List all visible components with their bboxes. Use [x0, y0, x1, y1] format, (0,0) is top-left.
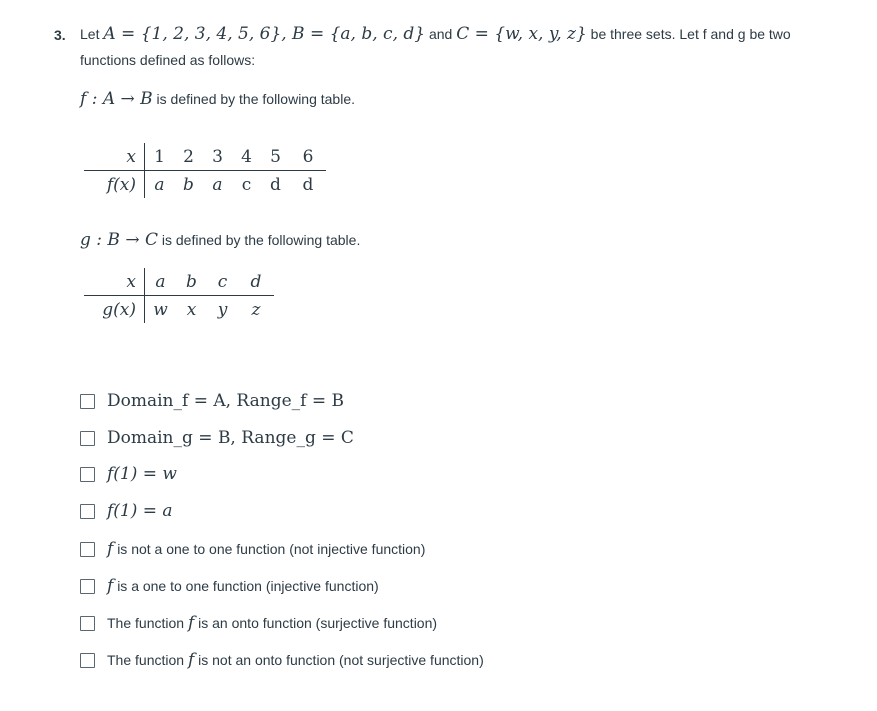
option-label: f(1) = a: [107, 501, 173, 521]
answer-option[interactable]: [80, 428, 354, 448]
option-prefix: The function: [107, 652, 185, 668]
option-label: [107, 613, 437, 633]
option-symbol: f: [107, 539, 114, 559]
g-table-input: c: [207, 268, 238, 296]
f-table-output: d: [302, 174, 314, 195]
option-text: is an onto function (surjective function): [198, 615, 438, 631]
f-table-input: 3: [203, 143, 232, 171]
f-table-output: c: [241, 174, 252, 195]
stem-rest: be three sets. Let f and g be two: [590, 26, 791, 42]
answer-option[interactable]: [80, 391, 344, 411]
option-label: [107, 576, 379, 596]
f-definition-text: is defined by the following table.: [156, 91, 356, 107]
option-label: f(1) = w: [107, 464, 177, 484]
f-table-output: d: [270, 174, 281, 195]
f-table: [84, 143, 326, 198]
f-definition: [80, 89, 355, 109]
f-table-input: 6: [290, 143, 326, 171]
option-checkbox[interactable]: [80, 653, 95, 668]
option-checkbox[interactable]: [80, 542, 95, 557]
option-symbol: f: [187, 650, 195, 670]
g-definition: [80, 230, 360, 250]
f-table-output: a: [212, 174, 223, 195]
option-checkbox[interactable]: [80, 467, 95, 482]
g-table: [84, 268, 274, 323]
g-table-gx-label: g(x): [84, 296, 145, 324]
option-label: [107, 650, 484, 670]
question-stem-line2: functions defined as follows:: [80, 52, 256, 68]
option-prefix: The function: [107, 615, 185, 631]
option-label: Domain_f = A, Range_f = B: [107, 391, 344, 411]
option-label: Domain_g = B, Range_g = C: [107, 428, 354, 448]
option-checkbox[interactable]: [80, 579, 95, 594]
f-table-x-label: x: [84, 143, 145, 171]
answer-option[interactable]: [80, 464, 177, 484]
option-checkbox[interactable]: [80, 616, 95, 631]
f-table-input: 4: [232, 143, 261, 171]
g-table-output: w: [153, 299, 168, 320]
g-table-output: z: [251, 299, 261, 320]
option-symbol: f: [107, 576, 114, 596]
option-checkbox[interactable]: [80, 504, 95, 519]
g-table-x-label: x: [84, 268, 145, 296]
stem-set-c: C = {w, x, y, z}: [456, 24, 587, 44]
option-label: [107, 539, 425, 559]
g-table-input: b: [176, 268, 207, 296]
option-checkbox[interactable]: [80, 431, 95, 446]
answer-option[interactable]: [80, 613, 437, 633]
g-table-output: y: [217, 299, 228, 320]
answer-option[interactable]: [80, 576, 379, 596]
g-mapping: g : B → C: [80, 230, 158, 250]
answer-option[interactable]: [80, 539, 425, 559]
f-table-input: 1: [145, 143, 175, 171]
f-table-output: b: [183, 174, 194, 195]
stem-sets-ab: A = {1, 2, 3, 4, 5, 6}, B = {a, b, c, d}: [103, 24, 426, 44]
g-table-input: d: [238, 268, 274, 296]
question-number: 3.: [54, 27, 66, 43]
g-definition-text: is defined by the following table.: [161, 232, 361, 248]
f-table-output: a: [154, 174, 165, 195]
answer-option[interactable]: [80, 501, 173, 521]
option-text: is not an onto function (not surjective function): [198, 652, 484, 668]
f-mapping: f : A → B: [80, 89, 153, 109]
g-table-output: x: [186, 299, 197, 320]
stem-word-let: Let: [80, 26, 100, 42]
stem-word-and: and: [428, 26, 453, 42]
answer-option[interactable]: [80, 650, 484, 670]
f-table-input: 5: [261, 143, 290, 171]
option-text: is a one to one function (injective function): [117, 578, 379, 594]
option-text: is not a one to one function (not injective function): [117, 541, 426, 557]
option-checkbox[interactable]: [80, 394, 95, 409]
question-stem-line1: [80, 24, 791, 44]
option-symbol: f: [187, 613, 195, 633]
f-table-input: 2: [174, 143, 203, 171]
f-table-fx-label: f(x): [84, 171, 145, 199]
g-table-input: a: [145, 268, 177, 296]
